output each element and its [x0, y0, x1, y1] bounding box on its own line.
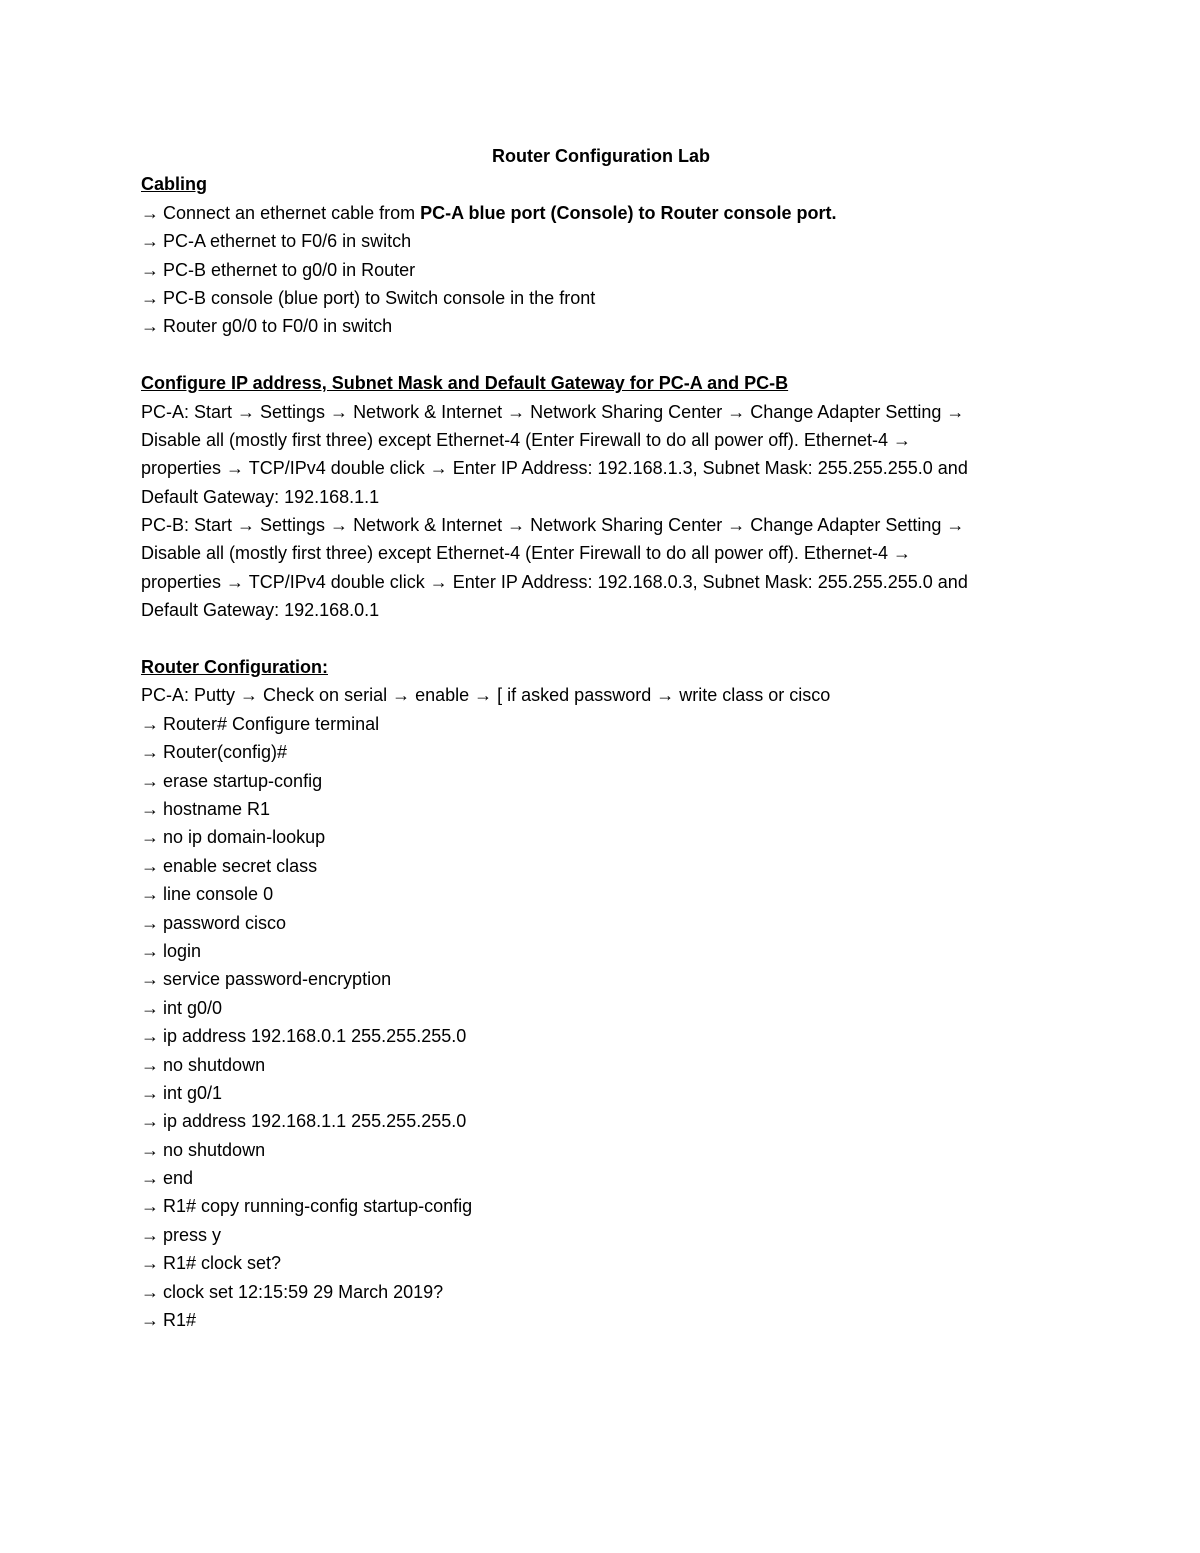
router-config-step — [141, 1164, 1061, 1192]
router-config-intro: PC-A: Putty → Check on serial → enable → [ if asked password → write class or cisco — [141, 685, 831, 706]
router-config-step — [141, 852, 1061, 880]
router-config-step — [141, 767, 1061, 795]
router-config-step-text: ip address 192.168.0.1 255.255.255.0 — [163, 1026, 467, 1047]
arrow-icon: → — [141, 798, 159, 819]
cabling-item — [141, 199, 1061, 227]
arrow-icon: → — [141, 1082, 159, 1103]
blank-line — [141, 625, 1061, 653]
router-config-step — [141, 738, 1061, 766]
document-title: Router Configuration Lab — [492, 146, 710, 166]
router-config-step-text: R1# copy running-config startup-config — [163, 1196, 473, 1217]
router-config-step-text: R1# clock set? — [163, 1253, 282, 1274]
router-config-step-text: end — [163, 1168, 194, 1189]
cabling-item-text: Connect an ethernet cable from — [163, 202, 421, 223]
router-config-step — [141, 1221, 1061, 1249]
pc-b-paragraph-line: Default Gateway: 192.168.0.1 — [141, 600, 380, 621]
ip-config-heading: Configure IP address, Subnet Mask and Default Gateway for PC-A and PC-B — [141, 373, 789, 394]
blank-line — [141, 341, 1061, 369]
arrow-icon: → — [141, 1196, 159, 1217]
router-config-step — [141, 1192, 1061, 1220]
arrow-icon: → — [141, 1281, 159, 1302]
router-config-step-text: Router(config)# — [163, 742, 288, 763]
router-config-step-text: erase startup-config — [163, 770, 323, 791]
router-config-step-text: hostname R1 — [163, 798, 271, 819]
router-config-step-text: no ip domain-lookup — [163, 827, 326, 848]
arrow-icon: → — [141, 855, 159, 876]
router-config-step-text: Router# Configure terminal — [163, 713, 380, 734]
router-config-step — [141, 1278, 1061, 1306]
cabling-item-text: PC-B console (blue port) to Switch console in the front — [163, 287, 596, 308]
cabling-heading: Cabling — [141, 174, 207, 195]
router-config-step — [141, 1136, 1061, 1164]
arrow-icon: → — [141, 1310, 159, 1331]
router-config-step-text: password cisco — [163, 912, 287, 933]
router-config-step — [141, 1022, 1061, 1050]
router-config-step-text: ip address 192.168.1.1 255.255.255.0 — [163, 1111, 467, 1132]
router-config-step-text: login — [163, 940, 202, 961]
arrow-icon: → — [141, 287, 159, 308]
pc-b-paragraph-line: Disable all (mostly first three) except Ethernet-4 (Enter Firewall to do all power off). Ethernet-4 → — [141, 543, 911, 564]
pc-b-paragraph-line: PC-B: Start → Settings → Network & Internet → Network Sharing Center → Change Adapter Setting → — [141, 515, 965, 536]
arrow-icon: → — [141, 231, 159, 252]
router-config-heading: Router Configuration: — [141, 657, 328, 678]
router-config-step-text: no shutdown — [163, 1054, 266, 1075]
arrow-icon: → — [141, 1253, 159, 1274]
router-config-step — [141, 909, 1061, 937]
router-config-step — [141, 937, 1061, 965]
router-config-step — [141, 1079, 1061, 1107]
arrow-icon: → — [141, 742, 159, 763]
arrow-icon: → — [141, 316, 159, 337]
arrow-icon: → — [141, 1111, 159, 1132]
router-config-step — [141, 965, 1061, 993]
arrow-icon: → — [141, 1054, 159, 1075]
arrow-icon: → — [141, 940, 159, 961]
router-config-step-text: service password-encryption — [163, 969, 392, 990]
cabling-item — [141, 284, 1061, 312]
cabling-item — [141, 227, 1061, 255]
router-config-step — [141, 710, 1061, 738]
router-config-step — [141, 795, 1061, 823]
pc-b-paragraph-line: properties → TCP/IPv4 double click → Enter IP Address: 192.168.0.3, Subnet Mask: 255.255.255.0 and — [141, 571, 968, 592]
arrow-icon: → — [141, 997, 159, 1018]
router-config-step-text: clock set 12:15:59 29 March 2019? — [163, 1281, 444, 1302]
arrow-icon: → — [141, 827, 159, 848]
router-config-step-text: R1# — [163, 1310, 197, 1331]
router-config-step — [141, 1306, 1061, 1334]
arrow-icon: → — [141, 1168, 159, 1189]
cabling-item — [141, 312, 1061, 340]
router-config-step — [141, 994, 1061, 1022]
arrow-icon: → — [141, 969, 159, 990]
router-config-steps — [141, 710, 1061, 1335]
cabling-item-text: PC-A ethernet to F0/6 in switch — [163, 231, 412, 252]
cabling-item-text: Router g0/0 to F0/0 in switch — [163, 316, 393, 337]
arrow-icon: → — [141, 770, 159, 791]
arrow-icon: → — [141, 1139, 159, 1160]
router-config-step-text: enable secret class — [163, 855, 318, 876]
arrow-icon: → — [141, 1026, 159, 1047]
pc-a-paragraph-line: PC-A: Start → Settings → Network & Internet → Network Sharing Center → Change Adapter Setting → — [141, 401, 965, 422]
pc-a-paragraph-line: Default Gateway: 192.168.1.1 — [141, 486, 380, 507]
router-config-step-text: no shutdown — [163, 1139, 266, 1160]
cabling-item-text: PC-B ethernet to g0/0 in Router — [163, 259, 416, 280]
router-config-step-text: line console 0 — [163, 884, 274, 905]
pc-a-paragraph-line: Disable all (mostly first three) except Ethernet-4 (Enter Firewall to do all power off). Ethernet-4 → — [141, 429, 911, 450]
router-config-step-text: int g0/0 — [163, 997, 223, 1018]
router-config-step — [141, 1249, 1061, 1277]
router-config-step-text: press y — [163, 1224, 222, 1245]
router-config-step — [141, 823, 1061, 851]
arrow-icon: → — [141, 259, 159, 280]
arrow-icon: → — [141, 912, 159, 933]
document-body — [141, 142, 1061, 1334]
arrow-icon: → — [141, 713, 159, 734]
router-config-step — [141, 1051, 1061, 1079]
cabling-item-tail: to Router console port. — [633, 202, 837, 223]
router-config-step — [141, 1107, 1061, 1135]
arrow-icon: → — [141, 202, 159, 223]
pc-a-paragraph-line: properties → TCP/IPv4 double click → Enter IP Address: 192.168.1.3, Subnet Mask: 255.255.255.0 and — [141, 458, 968, 479]
router-config-step — [141, 880, 1061, 908]
arrow-icon: → — [141, 1224, 159, 1245]
cabling-item — [141, 256, 1061, 284]
cabling-item-bold: PC-A blue port (Console) — [420, 202, 634, 223]
arrow-icon: → — [141, 884, 159, 905]
router-config-step-text: int g0/1 — [163, 1082, 223, 1103]
